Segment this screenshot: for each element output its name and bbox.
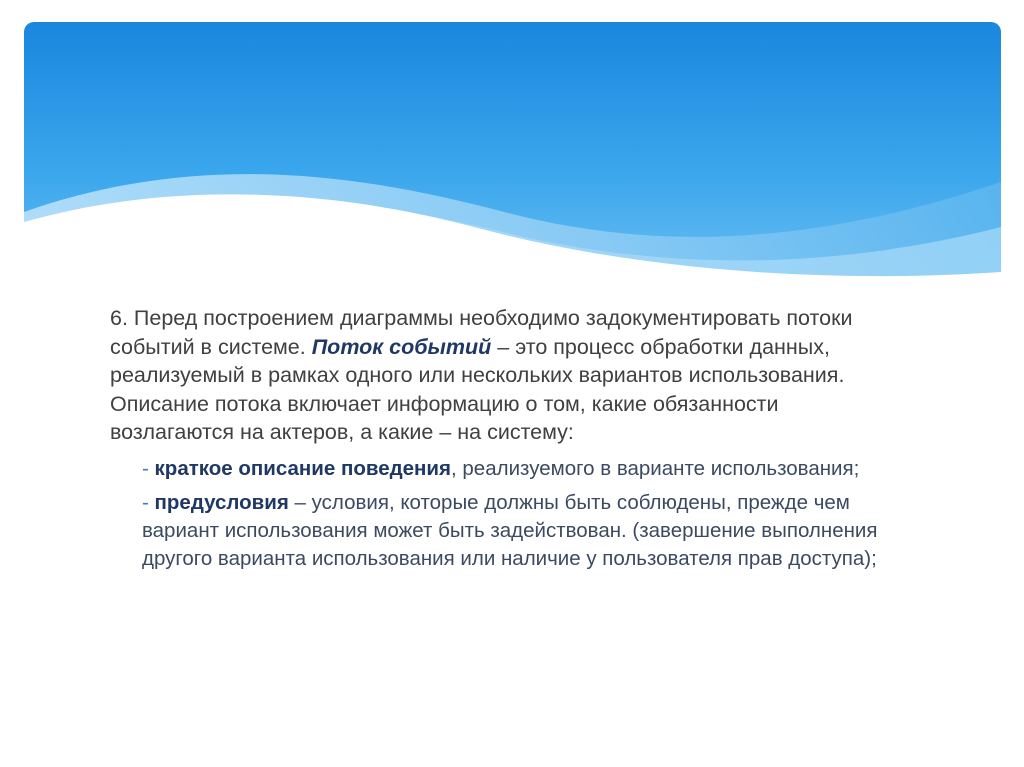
list-dash: -	[142, 490, 155, 514]
paragraph-lead: 6. Перед построением диаграммы необходимо задокументировать потоки событий в системе.	[110, 306, 853, 359]
paragraph-term: Поток событий	[311, 334, 492, 359]
list-item-text: , реализуемого в варианте использования;	[451, 456, 860, 480]
list-dash: -	[142, 456, 155, 480]
list-item	[142, 489, 900, 573]
list-item-term: краткое описание поведения	[154, 456, 452, 480]
paragraph-rest: – это процесс обработки данных, реализуемый в рамках одного или нескольких вариантов использования. Описание потока включает информацию о том, какие обязанности возлагаются на актеров, а какие – на систему:	[110, 334, 845, 445]
slide	[24, 22, 1001, 767]
list-item-text: – условия, которые должны быть соблюдены, прежде чем вариант использования может быть задействован. (завершение выполнения другого варианта использования или наличие у пользователя прав доступа);	[142, 490, 878, 570]
slide-content	[110, 304, 900, 573]
list-item	[142, 455, 900, 483]
wave-banner	[24, 22, 1001, 292]
main-paragraph	[110, 304, 900, 447]
list-item-term: предусловия	[154, 490, 289, 514]
